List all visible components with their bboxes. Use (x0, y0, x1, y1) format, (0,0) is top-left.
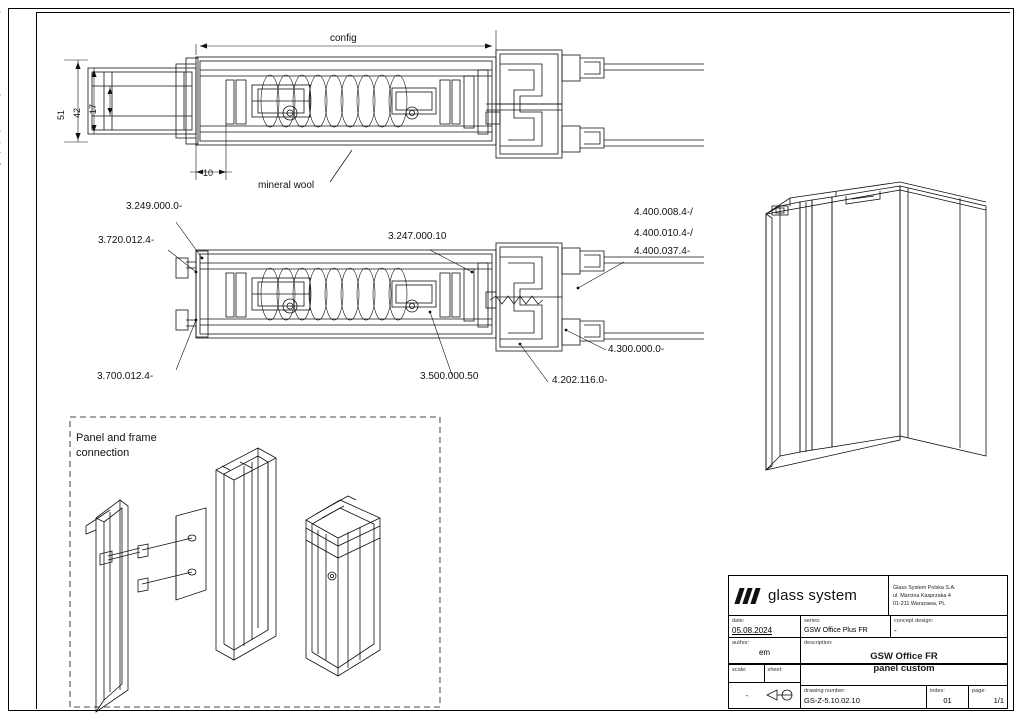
scale-value: - (745, 691, 749, 700)
page-value: 1/1 (993, 696, 1004, 705)
field-page (969, 686, 1007, 708)
company-address-line1: Glass System Polska S.A. (893, 584, 956, 591)
projection-symbol-icon (765, 682, 795, 710)
dim-17-label: 17 (88, 103, 98, 114)
index-value: 01 (943, 696, 952, 705)
index-key: index: (930, 688, 945, 694)
dim-config-label: config (330, 33, 357, 44)
callout-4-300-000-0: 4.300.000.0- (608, 344, 665, 355)
field-drawing-number (801, 686, 927, 708)
company-address (889, 581, 1007, 611)
copyright-note (0, 0, 1, 200)
detail-title-line1: Panel and frame (76, 432, 157, 444)
description-big-box (801, 651, 1007, 686)
field-description (801, 638, 1007, 663)
field-author (729, 638, 801, 663)
callout-3-247-000-10: 3.247.000.10 (388, 231, 447, 242)
concept-design-key: concept design: (894, 618, 934, 624)
dim-51-label: 51 (56, 109, 66, 120)
detail-title-line2: connection (76, 447, 130, 459)
title-block-logo-row (729, 576, 1007, 616)
field-series (801, 616, 891, 637)
field-sheet (765, 665, 800, 682)
concept-design-value: - (894, 626, 897, 635)
dim-10-label: 10 (203, 168, 214, 178)
author-key: author: (732, 640, 750, 646)
author-value: em (758, 648, 771, 657)
company-address-line2: ul. Marcina Kasprzaka 4 (893, 592, 951, 599)
page-key: page: (972, 688, 986, 694)
callout-3-249-000-0: 3.249.000.0- (126, 201, 183, 212)
dim-42-label: 42 (72, 107, 82, 118)
scale-sheet-group (729, 665, 801, 708)
title-block-row-date (729, 616, 1007, 638)
callout-mineral-wool: mineral wool (258, 180, 315, 191)
drawing-number-row (801, 686, 1007, 708)
series-key: series: (804, 618, 821, 624)
callout-4-400-010-4: 4.400.010.4-/ (634, 228, 693, 239)
series-value: GSW Office Plus FR (804, 627, 868, 634)
field-scale (729, 665, 765, 682)
callout-4-202-116-0: 4.202.116.0- (552, 375, 608, 386)
description-key: description: (804, 640, 833, 646)
callout-4-400-008-4: 4.400.008.4-/ (634, 207, 693, 218)
company-logo (729, 576, 889, 615)
date-key: date: (732, 618, 745, 624)
date-value: 05.08.2024 (732, 626, 773, 635)
drawing-number-key: drawing number: (804, 688, 846, 694)
title-block (728, 575, 1008, 709)
callout-3-720-012-4: 3.720.012.4- (98, 235, 155, 246)
field-index (927, 686, 969, 708)
description-line2: panel custom (873, 663, 935, 674)
company-address-line3: 01-211 Warszawa, PL (893, 600, 946, 607)
field-concept-design (891, 616, 1007, 637)
callout-4-400-037-4: 4.400.037.4- (634, 246, 691, 257)
drawing-number-value: GS-Z-5.10.02.10 (804, 696, 860, 705)
sheet-key: sheet: (767, 667, 783, 673)
logo-text: glass system (768, 587, 858, 604)
glass-system-logo-icon (737, 588, 763, 604)
description-line1: GSW Office FR (870, 651, 938, 662)
title-block-row-author (729, 638, 1007, 664)
scale-key: scale: (732, 667, 747, 673)
callout-3-500-000-50: 3.500.000.50 (420, 371, 479, 382)
description-and-number-group (801, 651, 1007, 708)
callout-3-700-012-4: 3.700.012.4- (97, 371, 154, 382)
field-date (729, 616, 801, 637)
